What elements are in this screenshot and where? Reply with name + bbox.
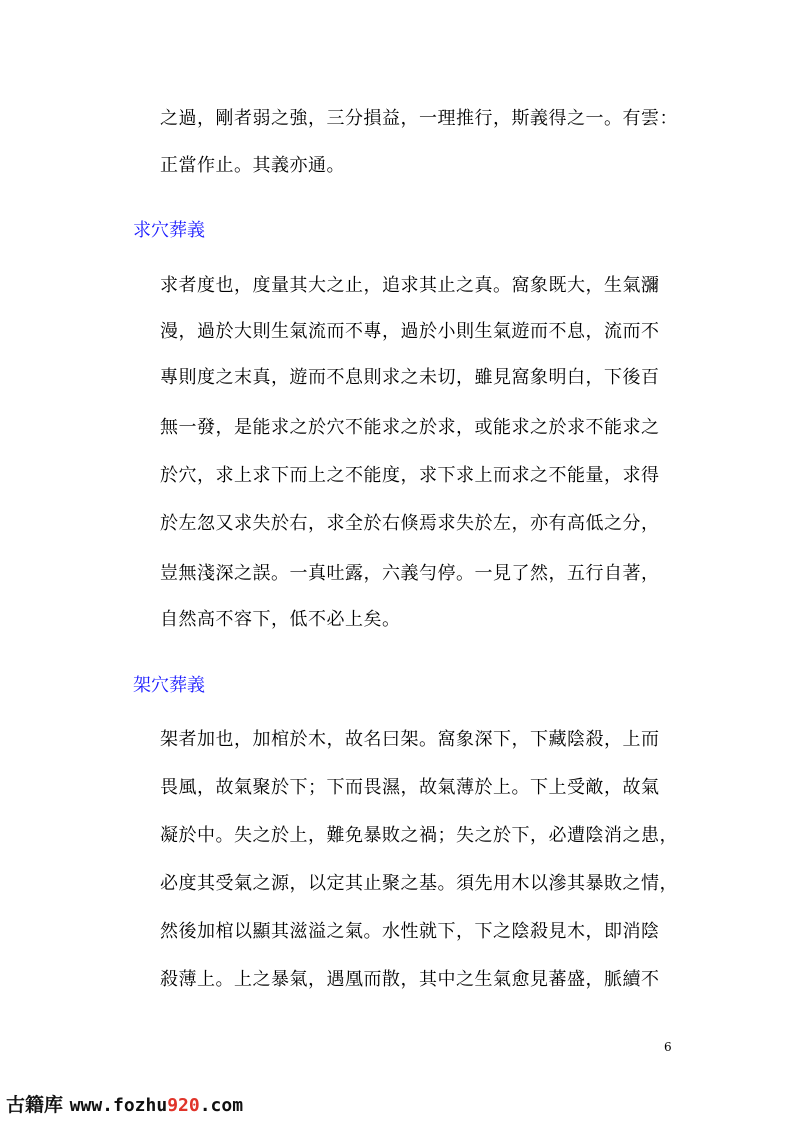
- section1-line-7: 豈無淺深之誤。一真吐露，六義勻停。一見了然，五行自著，: [160, 563, 660, 584]
- section2-line-2: 畏風，故氣聚於下；下而畏濕，故氣薄於上。下上受敵，故氣: [160, 777, 660, 798]
- page-number: 6: [664, 1040, 672, 1054]
- intro-line-1: 之過，剛者弱之強，三分損益，一理推行，斯義得之一。有雲：: [160, 108, 678, 129]
- site-watermark: [6, 1090, 243, 1117]
- section1-line-5: 於穴，求上求下而上之不能度，求下求上而求之不能量，求得: [160, 465, 660, 486]
- section2-line-4: 必度其受氣之源，以定其止聚之基。須先用木以滲其暴敗之情，: [160, 873, 678, 894]
- section2-line-6: 殺薄上。上之暴氣，遇凰而散，其中之生氣愈見蕃盛，脈續不: [160, 969, 660, 990]
- watermark-site-number: 920: [167, 1095, 200, 1116]
- intro-line-2: 正當作止。其義亦通。: [160, 155, 345, 176]
- section2-line-5: 然後加棺以顯其滋溢之氣。水性就下，下之陰殺見木，即消陰: [160, 921, 660, 942]
- watermark-site-prefix: www.fozhu: [69, 1095, 168, 1116]
- section1-line-1: 求者度也，度量其大之止，追求其止之真。窩象既大，生氣瀰: [160, 275, 660, 296]
- section-heading-qiuxue: 求穴葬義: [133, 220, 205, 241]
- section1-line-3: 專則度之末真，遊而不息則求之未切，雖見窩象明白，下後百: [160, 367, 660, 388]
- watermark-name: 古籍库: [6, 1094, 64, 1116]
- section1-line-2: 漫，過於大則生氣流而不專，過於小則生氣遊而不息，流而不: [160, 321, 660, 342]
- section1-line-6: 於左忽又求失於右，求全於右倏焉求失於左，亦有高低之分，: [160, 513, 660, 534]
- section2-line-1: 架者加也，加棺於木，故名曰架。窩象深下，下藏陰殺，上而: [160, 729, 660, 750]
- watermark-site-suffix: .com: [199, 1095, 244, 1116]
- section1-line-4: 無一發，是能求之於穴不能求之於求，或能求之於求不能求之: [160, 417, 660, 438]
- section-heading-jiaxue: 架穴葬義: [133, 675, 205, 696]
- section2-line-3: 凝於中。失之於上，難免暴敗之禍；失之於下，必遭陰消之患，: [160, 825, 678, 846]
- section1-line-8: 自然高不容下，低不必上矣。: [160, 609, 401, 630]
